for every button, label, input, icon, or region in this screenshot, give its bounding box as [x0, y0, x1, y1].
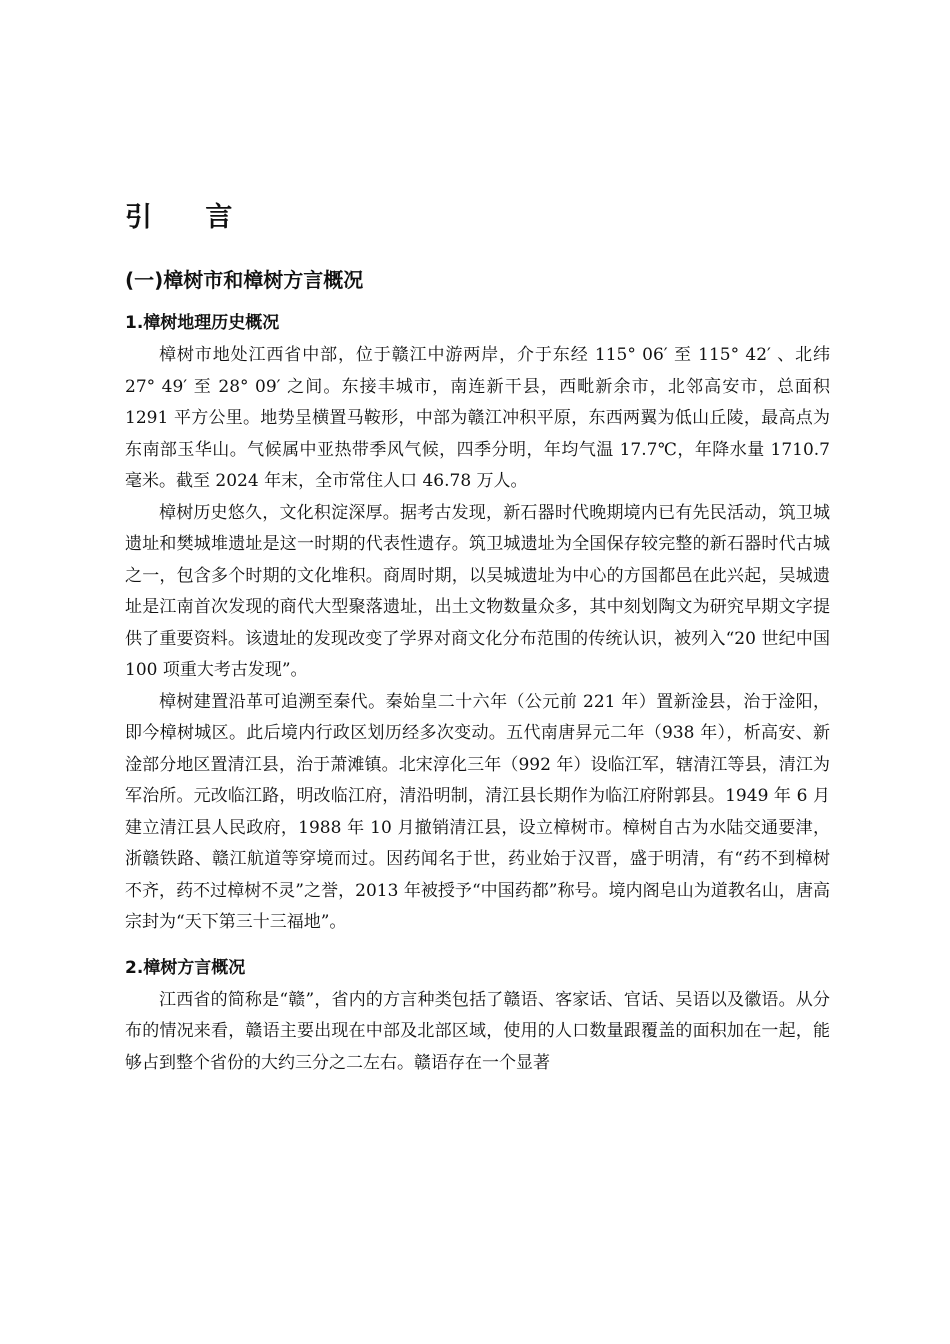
paragraph-history: 樟树建置沿革可追溯至秦代。秦始皇二十六年（公元前 221 年）置新淦县，治于淦阳，即今樟树城区。此后境内行政区划历经多次变动。五代南唐昇元二年（938 年），析高安、新淦部分地区置清江县，治于萧滩镇。北宋淳化三年（992 年）设临江军，辖清江等县，清江为军治所。元改临江路，明改临江府，清沿明制，清江县长期作为临江府附郭县。1949 年 6 月建立清江县人民政府，1988 年 10 月撤销清江县，设立樟树市。樟树自古为水陆交通要津，浙赣铁路、赣江航道等穿境而过。因药闻名于世，药业始于汉晋，盛于明清，有“药不到樟树不齐，药不过樟树不灵”之誉，2013 年被授予“中国药都”称号。境内阁皂山为道教名山，唐高宗封为“天下第三十三福地”。 [125, 691, 830, 932]
paragraph-geography: 樟树市地处江西省中部，位于赣江中游两岸，介于东经 115° 06′ 至 115° 42′ 、北纬 27° 49′ 至 28° 09′ 之间。东接丰城市，南连新干县，西毗新余市，北邻高安市，总面积 1291 平方公里。地势呈横置马鞍形，中部为赣江冲积平原，东西两翼为低山丘陵，最高点为东南部玉华山。气候属中亚热带季风气候，四季分明，年均气温 17.7℃，年降水量 1710.7 毫米。截至 2024 年末，全市常住人口 46.78 万人。 [125, 345, 830, 491]
paragraph-dialect: 江西省的简称是“赣”，省内的方言种类包括了赣语、客家话、官话、吴语以及徽语。从分布的情况来看，赣语主要出现在中部及北部区域，使用的人口数量跟覆盖的面积加在一起，能够占到整个省份的大约三分之二左右。赣语存在一个显著 [125, 989, 830, 1073]
subsection-heading-2: 2.樟树方言概况 [125, 957, 246, 978]
chapter-title: 引 言 [125, 202, 255, 233]
document-body [125, 196, 830, 1079]
section-heading-1: (一)樟树市和樟树方言概况 [125, 268, 364, 292]
paragraph-archaeology: 樟树历史悠久，文化积淀深厚。据考古发现，新石器时代晚期境内已有先民活动，筑卫城遗址和樊城堆遗址是这一时期的代表性遗存。筑卫城遗址为全国保存较完整的新石器时代古城之一，包含多个时期的文化堆积。商周时期，以吴城遗址为中心的方国都邑在此兴起，吴城遗址是江南首次发现的商代大型聚落遗址，出土文物数量众多，其中刻划陶文为研究早期文字提供了重要资料。该遗址的发现改变了学界对商文化分布范围的传统认识，被列入“20 世纪中国 100 项重大考古发现”。 [125, 502, 830, 680]
subsection-heading-1: 1.樟树地理历史概况 [125, 313, 280, 333]
